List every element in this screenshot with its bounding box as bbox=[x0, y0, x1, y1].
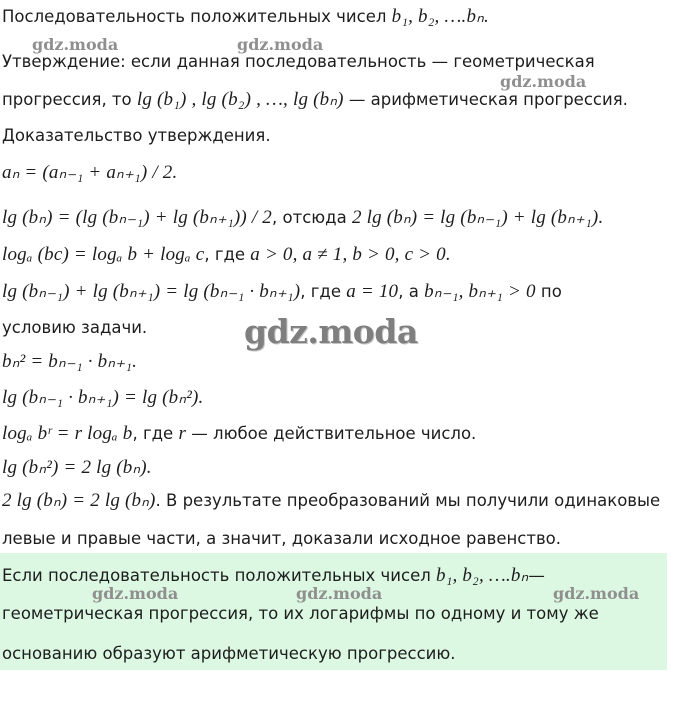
conclusion-line-2 bbox=[2, 603, 599, 625]
geometric-property-formula: bₙ² = bₙ₋₁ · bₙ₊₁. bbox=[2, 351, 138, 372]
log-power-variable: r bbox=[178, 423, 187, 444]
proof-heading bbox=[2, 125, 271, 147]
log-power-rule: logₐ bʳ = r logₐ b bbox=[2, 423, 133, 444]
conclusion-line-1 bbox=[2, 565, 545, 587]
conclusion-text-1: Если последовательность положительных чисел bbox=[2, 566, 437, 585]
statement-text-2b: — арифметическая прогрессия. bbox=[343, 90, 628, 109]
watermark: gdz.moda bbox=[500, 72, 587, 91]
log-product-where-text: , где bbox=[204, 245, 251, 264]
log-product-conditions: a > 0, a ≠ 1, b > 0, c > 0. bbox=[250, 244, 451, 265]
formula-an: aₙ = (aₙ₋₁ + aₙ₊₁) / 2. bbox=[2, 162, 178, 183]
statement-line-1 bbox=[2, 51, 595, 73]
formula-an-line bbox=[2, 162, 177, 184]
log-product-rule-line bbox=[2, 244, 451, 266]
result-equality: 2 lg (bₙ) = 2 lg (bₙ) bbox=[2, 490, 156, 511]
sequence-definition-line bbox=[2, 6, 489, 28]
lg-square-line bbox=[2, 457, 152, 479]
lg-sum-by-text: по bbox=[535, 282, 562, 301]
sequence-definition-math: b₁, b₂, ….bₙ. bbox=[391, 6, 489, 27]
formula-lg-doubled: 2 lg (bₙ) = lg (bₙ₋₁) + lg (bₙ₊₁). bbox=[351, 207, 604, 228]
conclusion-text-3: основанию образуют арифметическую прогрессию. bbox=[2, 644, 456, 663]
lg-product-square-line bbox=[2, 387, 203, 409]
result-line bbox=[2, 490, 660, 512]
watermark: gdz.moda bbox=[553, 584, 640, 603]
statement-line-2 bbox=[2, 89, 628, 111]
lg-sum-and-text: , а bbox=[398, 282, 425, 301]
geometric-property-line bbox=[2, 351, 137, 373]
statement-text-1: Утверждение: если данная последовательность — геометрическая bbox=[2, 52, 595, 71]
lg-sum-positivity: bₙ₋₁, bₙ₊₁ > 0 bbox=[424, 281, 536, 302]
watermark: gdz.moda bbox=[296, 584, 383, 603]
lg-product-square-formula: lg (bₙ₋₁ · bₙ₊₁) = lg (bₙ²). bbox=[2, 387, 204, 408]
formula-lg-line bbox=[2, 207, 603, 229]
statement-text-2a: прогрессия, то bbox=[2, 90, 137, 109]
condition-line bbox=[2, 317, 147, 339]
log-power-description: — любое действительное число. bbox=[186, 424, 477, 443]
formula-lg-hence-text: , отсюда bbox=[272, 208, 352, 227]
lg-base-value: a = 10 bbox=[346, 281, 399, 302]
lg-sum-where-text: , где bbox=[300, 282, 347, 301]
result-conclusion-line bbox=[2, 528, 561, 550]
lg-sum-formula: lg (bₙ₋₁) + lg (bₙ₊₁) = lg (bₙ₋₁ · bₙ₊₁) bbox=[2, 281, 301, 302]
watermark: gdz.moda bbox=[32, 35, 119, 54]
result-text: . В результате преобразований мы получили одинаковые bbox=[155, 491, 661, 510]
condition-text: условию задачи. bbox=[2, 318, 148, 337]
conclusion-line-3 bbox=[2, 643, 456, 665]
sequence-definition-text: Последовательность положительных чисел bbox=[2, 7, 392, 26]
conclusion-dash: — bbox=[528, 566, 545, 585]
watermark-large: gdz.moda bbox=[244, 312, 418, 351]
watermark: gdz.moda bbox=[92, 584, 179, 603]
log-power-rule-line bbox=[2, 423, 476, 445]
log-product-rule: logₐ (bc) = logₐ b + logₐ c bbox=[2, 244, 205, 265]
conclusion-math: b₁, b₂, ….bₙ bbox=[436, 565, 529, 586]
proof-heading-text: Доказательство утверждения. bbox=[2, 126, 271, 145]
lg-sum-line bbox=[2, 281, 562, 303]
watermark: gdz.moda bbox=[237, 35, 324, 54]
log-power-where-text: , где bbox=[132, 424, 179, 443]
statement-math: lg (b₁) , lg (b₂) , …, lg (bₙ) bbox=[136, 89, 344, 110]
formula-lg-mean: lg (bₙ) = (lg (bₙ₋₁) + lg (bₙ₊₁)) / 2 bbox=[2, 207, 273, 228]
result-conclusion-text: левые и правые части, а значит, доказали исходное равенство. bbox=[2, 529, 562, 548]
conclusion-text-2: геометрическая прогрессия, то их логарифмы по одному и тому же bbox=[2, 604, 599, 623]
lg-square-formula: lg (bₙ²) = 2 lg (bₙ). bbox=[2, 457, 152, 478]
